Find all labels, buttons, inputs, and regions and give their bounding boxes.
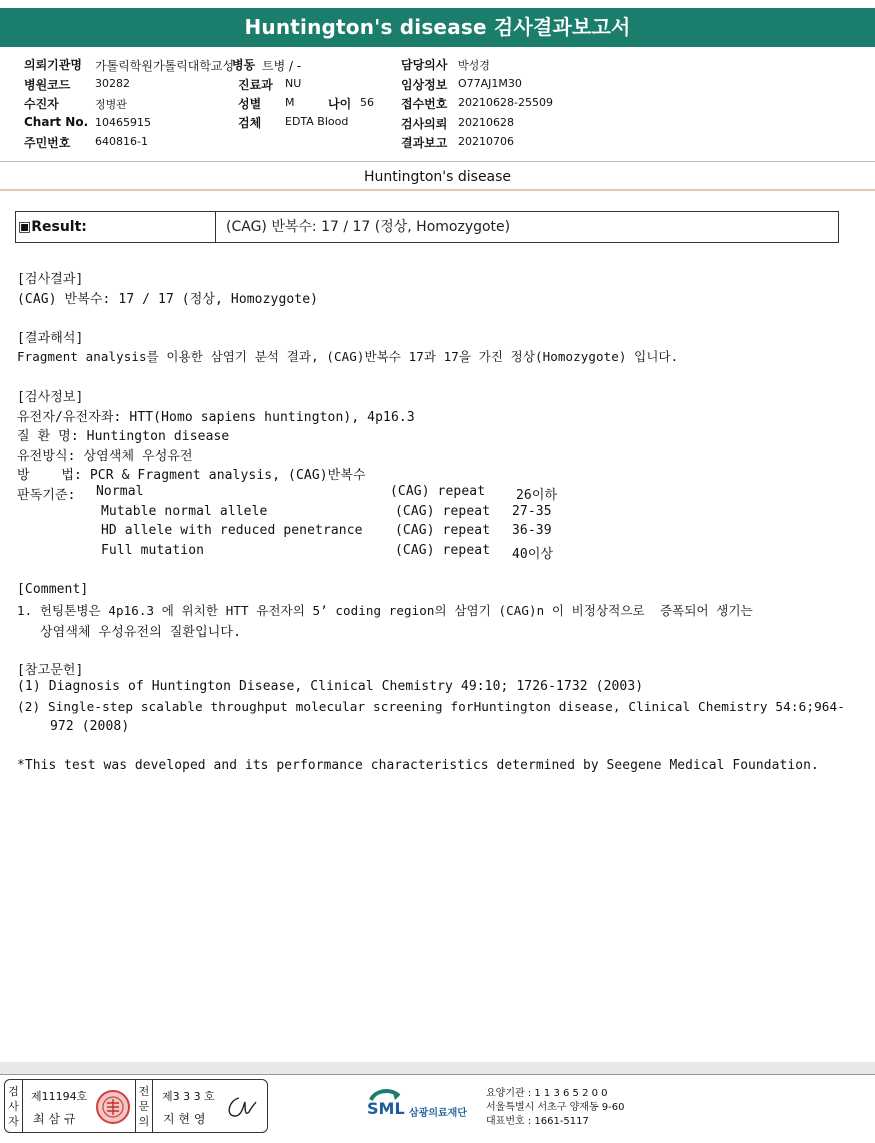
sex-value: M bbox=[285, 96, 295, 109]
request-label: 검사의뢰 bbox=[401, 117, 448, 131]
examiner-col-text: 검사자 bbox=[8, 1085, 19, 1128]
clinical-label: 임상정보 bbox=[401, 78, 448, 92]
criteria-unit: (CAG) repeat bbox=[395, 504, 491, 519]
criteria-name: Full mutation bbox=[101, 543, 205, 558]
criteria-range: 40이상 bbox=[512, 547, 554, 562]
receipt-value: 20210628-25509 bbox=[458, 96, 553, 109]
contact-info bbox=[486, 1087, 625, 1129]
result-box bbox=[15, 211, 839, 243]
reviewer-col-text: 전문의 bbox=[138, 1085, 150, 1128]
reviewer-column-label bbox=[135, 1080, 153, 1132]
report-title: Huntington's disease 검사결과보고서 bbox=[0, 8, 875, 47]
sml-logo bbox=[365, 1086, 480, 1122]
divider bbox=[0, 161, 875, 162]
institution-label: 의뢰기관명 bbox=[24, 58, 82, 72]
result-value: (CAG) 반복수: 17 / 17 (정상, Homozygote) bbox=[226, 219, 511, 235]
criteria-name: Normal bbox=[96, 484, 144, 499]
rrn-label: 주민번호 bbox=[24, 136, 71, 150]
signature-box bbox=[4, 1079, 268, 1133]
reference-item: (1) Diagnosis of Huntington Disease, Clinical Chemistry 49:10; 1726-1732 (2003) bbox=[17, 679, 644, 694]
hospital-code-label: 병원코드 bbox=[24, 78, 71, 92]
criteria-unit: (CAG) repeat bbox=[395, 523, 491, 538]
footer-divider bbox=[0, 1074, 875, 1075]
examiner-name: 최 삼 규 bbox=[33, 1112, 76, 1126]
comment-line: 상염색체 우성유전의 질환입니다. bbox=[40, 625, 241, 640]
examinee-value: 정병관 bbox=[95, 98, 127, 111]
criteria-name: Mutable normal allele bbox=[101, 504, 268, 519]
interpretation-heading: [결과해석] bbox=[17, 331, 84, 346]
info-method: 방 법: PCR & Fragment analysis, (CAG)반복수 bbox=[17, 468, 366, 483]
rrn-value: 640816-1 bbox=[95, 135, 148, 148]
signature-icon bbox=[223, 1092, 261, 1122]
ward-value: 트병 / - bbox=[262, 59, 302, 73]
divider-accent bbox=[0, 189, 875, 191]
age-label: 나이 bbox=[328, 97, 352, 111]
info-disease: 질 환 명: Huntington disease bbox=[17, 429, 230, 444]
top-margin bbox=[0, 0, 875, 8]
test-info-heading: [검사정보] bbox=[17, 390, 84, 405]
report-date-value: 20210706 bbox=[458, 135, 514, 148]
criteria-name: HD allele with reduced penetrance bbox=[101, 523, 363, 538]
footer-strip bbox=[0, 1062, 875, 1074]
findings-heading: [검사결과] bbox=[17, 272, 84, 287]
specimen-value: EDTA Blood bbox=[285, 115, 349, 128]
info-gene: 유전자/유전자좌: HTT(Homo sapiens huntington), 4p16.3 bbox=[17, 410, 415, 425]
doctor-label: 담당의사 bbox=[401, 58, 448, 72]
hospital-code-value: 30282 bbox=[95, 77, 130, 90]
doctor-value: 박성경 bbox=[458, 59, 490, 72]
reviewer-license: 제3 3 3 호 bbox=[162, 1090, 215, 1103]
examiner-license: 제11194호 bbox=[31, 1090, 88, 1103]
section-title: Huntington's disease bbox=[363, 169, 512, 185]
reference-item-cont: 972 (2008) bbox=[50, 719, 130, 734]
request-value: 20210628 bbox=[458, 116, 514, 129]
ward-label: 병동 bbox=[232, 58, 256, 72]
examinee-label: 수진자 bbox=[24, 97, 59, 111]
reference-item: (2) Single-step scalable throughput molecular screening forHuntington disease, Clinical Chemistry 54:6;964- bbox=[17, 699, 846, 714]
comment-heading: [Comment] bbox=[17, 582, 89, 597]
clinical-value: O77AJ1M30 bbox=[458, 77, 522, 90]
contact-line: 서울특별시 서초구 양재동 9-60 bbox=[486, 1102, 625, 1113]
reviewer-name: 지 현 영 bbox=[163, 1112, 206, 1126]
contact-line: 대표번호 : 1661-5117 bbox=[486, 1116, 589, 1127]
chart-value: 10465915 bbox=[95, 116, 151, 129]
receipt-label: 접수번호 bbox=[401, 97, 448, 111]
examiner-column-label bbox=[5, 1080, 23, 1132]
criteria-label: 판독기준: bbox=[17, 488, 76, 503]
sex-label: 성별 bbox=[238, 97, 262, 111]
criteria-unit: (CAG) repeat bbox=[390, 484, 486, 499]
comment-line: 1. 헌팅톤병은 4p16.3 에 위치한 HTT 유전자의 5’ coding region의 삼염기 (CAG)n 이 비정상적으로 증폭되어 생기는 bbox=[17, 603, 753, 618]
info-inheritance: 유전방식: 상염색체 우성유전 bbox=[17, 449, 193, 464]
disclaimer: *This test was developed and its performance characteristics determined by Seegene Medical Foundation. bbox=[17, 758, 819, 773]
contact-line: 요양기관 : 1 1 3 6 5 2 0 0 bbox=[486, 1088, 608, 1099]
specimen-label: 검체 bbox=[238, 116, 262, 130]
patient-info bbox=[0, 55, 875, 155]
chart-label: Chart No. bbox=[24, 115, 89, 129]
report-date-label: 결과보고 bbox=[401, 136, 448, 150]
dept-value: NU bbox=[285, 77, 302, 90]
criteria-range: 26이하 bbox=[516, 488, 558, 503]
result-label: ▣Result: bbox=[16, 212, 216, 242]
references-heading: [참고문헌] bbox=[17, 663, 84, 678]
criteria-unit: (CAG) repeat bbox=[395, 543, 491, 558]
age-value: 56 bbox=[360, 96, 374, 109]
institution-value: 가톨릭학원가톨릭대학교성 bbox=[95, 59, 235, 73]
seal-icon bbox=[95, 1089, 131, 1125]
logo-text: SML bbox=[367, 1099, 405, 1118]
interpretation-text: Fragment analysis를 이용한 삼염기 분석 결과, (CAG)반복수 17과 17을 가진 정상(Homozygote) 입니다. bbox=[17, 349, 679, 364]
criteria-range: 36-39 bbox=[512, 523, 552, 538]
criteria-range: 27-35 bbox=[512, 504, 552, 519]
dept-label: 진료과 bbox=[238, 78, 273, 92]
findings-text: (CAG) 반복수: 17 / 17 (정상, Homozygote) bbox=[17, 292, 319, 307]
logo-subtext: 삼광의료재단 bbox=[409, 1108, 467, 1119]
